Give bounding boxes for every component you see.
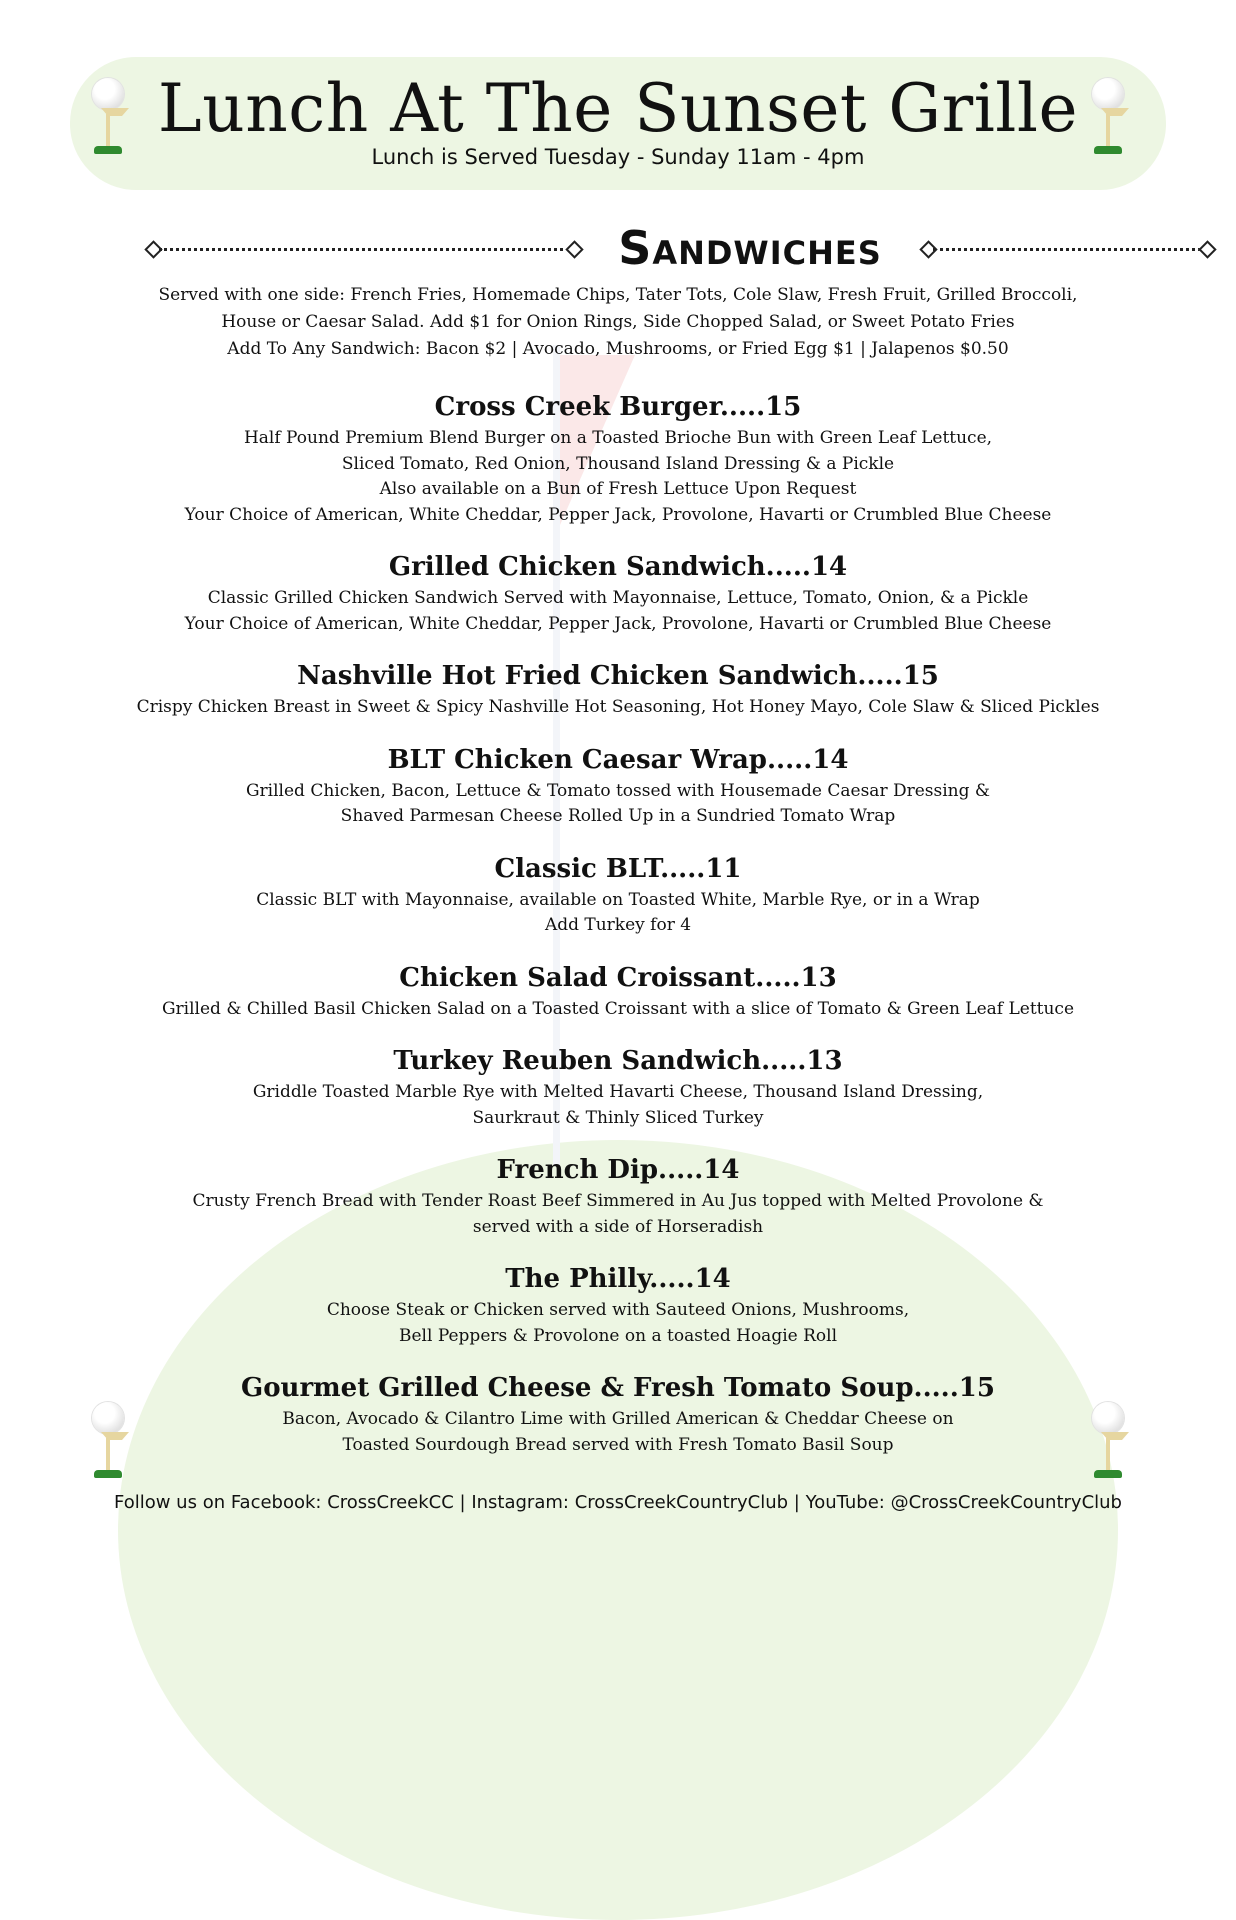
social-footer: Follow us on Facebook: CrossCreekCC | Instagram: CrossCreekCountryClub | YouTube: @CrossCreekCountryClub	[114, 1492, 1122, 1513]
menu-item-line: Classic BLT with Mayonnaise, available on Toasted White, Marble Rye, or in a Wrap	[256, 889, 980, 910]
menu-item	[40, 741, 1196, 830]
menu-item-line: Toasted Sourdough Bread served with Fresh Tomato Basil Soup	[342, 1434, 894, 1455]
intro-line: Served with one side: French Fries, Homemade Chips, Tater Tots, Cole Slaw, Fresh Fruit, Grilled Broccoli,	[158, 285, 1078, 305]
menu-item-line: Your Choice of American, White Cheddar, Pepper Jack, Provolone, Havarti or Crumbled Blue Cheese	[184, 504, 1052, 525]
ornament-diamond-icon	[1198, 240, 1216, 258]
lunch-hours: Lunch is Served Tuesday - Sunday 11am - 4pm	[371, 145, 865, 169]
menu-item-line: Sliced Tomato, Red Onion, Thousand Island Dressing & a Pickle	[341, 453, 895, 474]
menu-item-line: Grilled & Chilled Basil Chicken Salad on a Toasted Croissant with a slice of Tomato & Green Leaf Lettuce	[161, 998, 1075, 1019]
intro-line: House or Caesar Salad. Add $1 for Onion Rings, Side Chopped Salad, or Sweet Potato Fries	[221, 312, 1015, 332]
menu-item	[40, 548, 1196, 637]
menu-item	[40, 388, 1196, 528]
menu-item-line: Shaved Parmesan Cheese Rolled Up in a Sundried Tomato Wrap	[340, 806, 896, 826]
menu-item-title: Gourmet Grilled Cheese & Fresh Tomato Soup.....15	[241, 1373, 995, 1403]
menu-item-line: Also available on a Bun of Fresh Lettuce Upon Request	[379, 479, 857, 499]
page-title: Lunch At The Sunset Grille	[157, 70, 1079, 147]
menu-item	[40, 657, 1196, 721]
menu-item-title: French Dip.....14	[496, 1155, 740, 1185]
menu-item-title: Classic BLT.....11	[494, 853, 742, 884]
menu-item-line: Griddle Toasted Marble Rye with Melted Havarti Cheese, Thousand Island Dressing,	[252, 1082, 984, 1102]
menu-item-title: Grilled Chicken Sandwich.....14	[388, 552, 848, 582]
menu-item-title: Nashville Hot Fried Chicken Sandwich.....15	[297, 661, 939, 691]
menu-item-line: Saurkraut & Thinly Sliced Turkey	[472, 1107, 764, 1128]
section-intro	[60, 282, 1176, 363]
divider-dots	[933, 248, 1201, 251]
section-header	[145, 218, 1065, 278]
menu-item-title: Chicken Salad Croissant.....13	[399, 962, 837, 993]
menu-item	[40, 959, 1196, 1023]
section-title: Sandwiches	[618, 221, 882, 275]
menu-item-line: served with a side of Horseradish	[472, 1216, 764, 1237]
menu-item-title: BLT Chicken Caesar Wrap.....14	[387, 744, 849, 775]
menu-item-line: Crispy Chicken Breast in Sweet & Spicy Nashville Hot Seasoning, Hot Honey Mayo, Cole Slaw & Sliced Pickles	[136, 697, 1100, 717]
divider-dots	[159, 248, 563, 251]
menu-item-line: Half Pound Premium Blend Burger on a Toasted Brioche Bun with Green Leaf Lettuce,	[243, 428, 993, 448]
menu-item	[40, 1042, 1196, 1131]
menu-item-title: Turkey Reuben Sandwich.....13	[393, 1046, 843, 1076]
menu-item-line: Add Turkey for 4	[544, 915, 692, 935]
menu-item	[40, 1260, 1196, 1349]
menu-item	[40, 1151, 1196, 1240]
menu-item-line: Choose Steak or Chicken served with Sauteed Onions, Mushrooms,	[326, 1300, 910, 1320]
menu-items	[40, 388, 1196, 1458]
menu-item-line: Classic Grilled Chicken Sandwich Served with Mayonnaise, Lettuce, Tomato, Onion, & a Pickle	[207, 588, 1029, 608]
golf-ball-on-tee-icon	[1088, 1402, 1128, 1482]
menu-item	[40, 1369, 1196, 1458]
menu-item-line: Crusty French Bread with Tender Roast Beef Simmered in Au Jus topped with Melted Provolone &	[192, 1191, 1044, 1211]
intro-line: Add To Any Sandwich: Bacon $2 | Avocado, Mushrooms, or Fried Egg $1 | Jalapenos $0.50	[227, 339, 1009, 359]
menu-item-line: Grilled Chicken, Bacon, Lettuce & Tomato tossed with Housemade Caesar Dressing &	[245, 780, 991, 801]
menu-item	[40, 850, 1196, 939]
menu-item-line: Bell Peppers & Provolone on a toasted Hoagie Roll	[398, 1325, 838, 1346]
menu-item-line: Your Choice of American, White Cheddar, Pepper Jack, Provolone, Havarti or Crumbled Blue Cheese	[184, 613, 1052, 634]
menu-item-title: Cross Creek Burger.....15	[434, 392, 802, 422]
menu-item-title: The Philly.....14	[505, 1264, 731, 1294]
golf-ball-on-tee-icon	[88, 1402, 128, 1482]
ornament-diamond-icon	[565, 240, 583, 258]
menu-item-line: Bacon, Avocado & Cilantro Lime with Grilled American & Cheddar Cheese on	[282, 1409, 954, 1429]
